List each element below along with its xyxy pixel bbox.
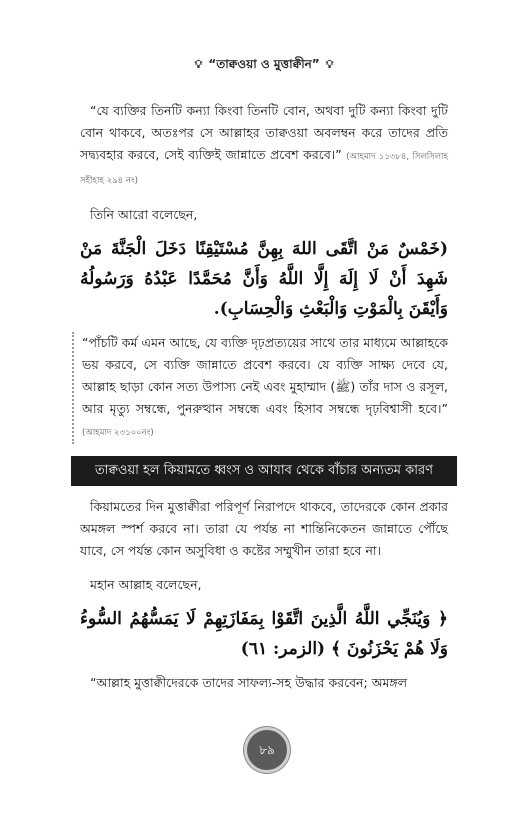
section-paragraph: কিয়ামতের দিন মুত্তাক্বীরা পরিপূর্ণ নিরাপদে থাকবে, তাদেরকে কোন প্রকার অমঙ্গল স্পর্শ করবে না। তারা যে পর্যন্ত না শান্তিনিকেতন জান্নাতে পৌঁছে যাবে, সে পর্যন্ত কোন অসুবিধা ও কষ্টের সম্মুখীন তারা হবে না। [80,499,448,558]
translation-quote [72,332,448,444]
intro-line-1: তিনি আরো বলেছেন, [90,207,198,222]
page-number: ৮৯ [259,743,275,757]
translation-paragraph [82,332,448,444]
intro-line-2: মহান আল্লাহ বলেছেন, [90,577,202,592]
reference-2: (আহমাদ ২৩১০০নং) [82,428,154,438]
reference-1: (আহমাদ ১১৩৮৪, সিলসিলাহ সহীহাহ ২৯৪ নং) [80,152,449,186]
hadith-text-1: “যে ব্যক্তির তিনটি কন্যা কিংবা তিনটি বোন, অথবা দুটি কন্যা কিংবা দুটি বোন থাকবে, অতঃপর সে আল্লাহর তাক্বওয়া অবলম্বন করে তাদের প্রতি সদ্ব্যবহার করবে, সেই ব্যক্তিই জান্নাতে প্রবেশ করবে।” [80,103,448,162]
verse-translation: “আল্লাহ মুত্তাক্বীদেরকে তাদের সাফল্য-সহ উদ্ধার করবেন; অমঙ্গল [90,675,408,690]
hadith-paragraph-1 [80,100,448,192]
section-heading-banner: তাক্বওয়া হল কিয়ামতে ধ্বংস ও আযাব থেকে বাঁচার অন্যতম কারণ [71,456,457,486]
translation-text: “পাঁচটি কর্ম এমন আছে, যে ব্যক্তি দৃঢ়প্রত্যয়ের সাথে তার মাধ্যমে আল্লাহকে ভয় করবে, সে ব্যক্তি জান্নাতে প্রবেশ করবে। যে ব্যক্তি সাক্ষ্য দেবে যে, আল্লাহ ছাড়া কোন সত্য উপাস্য নেই এবং মুহাম্মাদ (ﷺ) তাঁর দাস ও রসূল, আর মৃত্যু সম্বন্ধে, পুনরুত্থান সম্বন্ধে এবং হিসাব সম্বন্ধে দৃঢ়বিশ্বাসী হবে।” [82,335,448,416]
bulb-icon: 💡︎ [194,58,203,71]
header-title: “তাক্বওয়া ও মুত্তাক্বীন” [208,57,320,71]
page-number-badge [244,727,290,773]
bulb-icon: 💡︎ [325,58,334,71]
quran-verse: ﴿ وَيُنَجِّي اللَّهُ الَّذِينَ اتَّقَوْا بِمَفَازَتِهِمْ لَا يَمَسُّهُمُ السُّوءُ وَلَا هُمْ يَحْزَنُونَ ﴾ (الزمر: ٦١) [80,609,448,659]
arabic-hadith: (خَمْسٌ مَنْ اتَّقَى اللهَ بِهِنَّ مُسْتَيْقِنًا دَخَلَ الْجَنَّةَ مَنْ شَهِدَ أَنْ لَا إِلَهَ إِلَّا اللَّهُ وَأَنَّ مُحَمَّدًا عَبْدُهُ وَرَسُولُهُ وَأَيْقَنَ بِالْمَوْتِ وَالْبَعْثِ وَالْحِسَابِ). [80,239,448,319]
running-header [0,56,528,76]
page-body [80,100,448,694]
